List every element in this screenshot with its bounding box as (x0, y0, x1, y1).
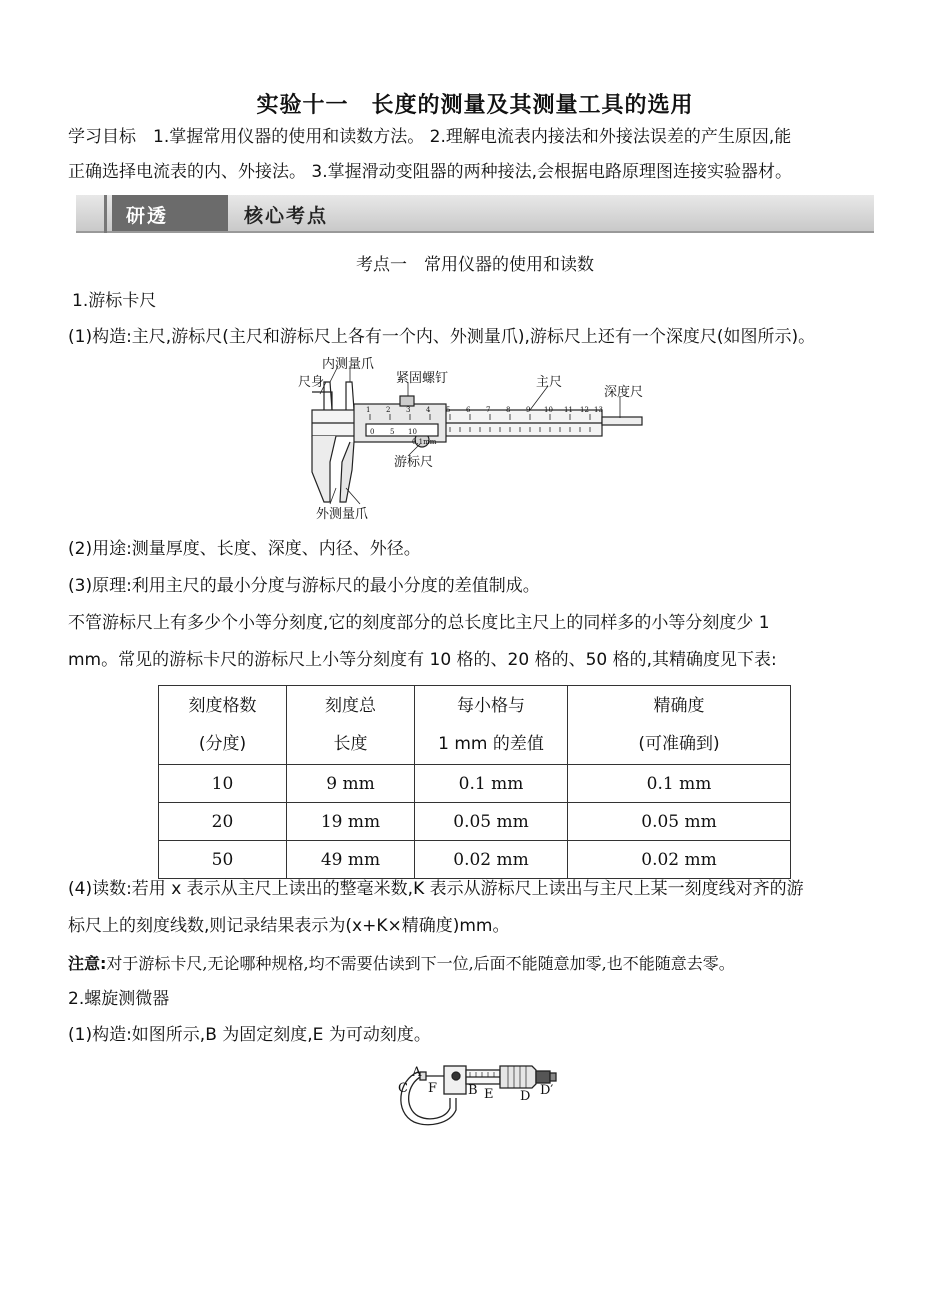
label-vernier: 游标尺 (394, 455, 434, 470)
label-D-prime: D′ (540, 1083, 554, 1098)
header-line: (分度) (198, 734, 247, 754)
table-cell: 9 mm (287, 765, 415, 803)
main-tick-label: 6 (466, 406, 471, 414)
caliper-principle-text: (3)原理:利用主尺的最小分度与游标尺的最小分度的差值制成。 (68, 576, 540, 596)
table-cell: 0.1 mm (568, 765, 791, 803)
vernier-tick-label: 10 (408, 428, 417, 436)
vernier-caliper-figure (290, 352, 660, 524)
label-main-scale: 主尺 (536, 375, 563, 390)
caliper-reading-text-2: 标尺上的刻度线数,则记录结果表示为(x+K×精确度)mm。 (68, 916, 510, 936)
label-C: C (398, 1081, 408, 1096)
banner-light-label: 核心考点 (244, 205, 329, 227)
micrometer-figure (390, 1058, 570, 1130)
table-cell: 0.02 mm (568, 841, 791, 879)
table-cell: 0.02 mm (415, 841, 568, 879)
note-text: 对于游标卡尺,无论哪种规格,均不需要估读到下一位,后面不能随意加零,也不能随意去零。 (106, 954, 735, 973)
table-cell: 0.05 mm (568, 803, 791, 841)
label-B: B (468, 1083, 478, 1098)
header-line: 1 mm 的差值 (438, 734, 544, 754)
label-F: F (428, 1081, 438, 1096)
main-tick-label: 2 (386, 406, 391, 414)
table-header-cell (287, 686, 415, 765)
table-cell: 20 (159, 803, 287, 841)
learning-goals-line1: 学习目标 1.掌握常用仪器的使用和读数方法。 2.理解电流表内接法和外接法误差的产生原因,能 (68, 127, 792, 147)
caliper-heading: 1.游标卡尺 (72, 291, 157, 311)
header-line: (可准确到) (638, 734, 720, 754)
main-tick-label: 1 (366, 406, 371, 414)
label-screw: 紧固螺钉 (396, 371, 449, 386)
caliper-principle-detail-1: 不管游标尺上有多少个小等分刻度,它的刻度部分的总长度比主尺上的同样多的小等分刻度少 1 (68, 613, 770, 633)
table-header-cell (159, 686, 287, 765)
caliper-usage-text: (2)用途:测量厚度、长度、深度、内径、外径。 (68, 539, 421, 559)
table-cell: 0.05 mm (415, 803, 568, 841)
table-cell: 10 (159, 765, 287, 803)
main-tick-label: 3 (406, 406, 411, 414)
header-line: 每小格与 (457, 696, 525, 716)
table-cell: 50 (159, 841, 287, 879)
main-tick-label: 13 (594, 406, 603, 414)
label-inner-jaw: 内测量爪 (322, 357, 375, 372)
table-row (159, 765, 791, 803)
label-outer-jaw: 外测量爪 (316, 507, 369, 522)
label-body: 尺身 (298, 375, 325, 390)
caliper-reading-text-1: (4)读数:若用 x 表示从主尺上读出的整毫米数,K 表示从游标尺上读出与主尺上某一刻度线对齐的游 (68, 879, 804, 899)
micrometer-structure-text: (1)构造:如图所示,B 为固定刻度,E 为可动刻度。 (68, 1025, 431, 1045)
header-line: 长度 (333, 734, 368, 754)
main-tick-label: 12 (580, 406, 589, 414)
main-tick-label: 5 (446, 406, 451, 414)
vernier-precision-label: 0.1mm (412, 438, 437, 446)
learning-goals-line2: 正确选择电流表的内、外接法。 3.掌握滑动变阻器的两种接法,会根据电路原理图连接实验器材。 (68, 162, 793, 182)
table-cell: 19 mm (287, 803, 415, 841)
header-line: 精确度 (653, 696, 705, 716)
header-line: 刻度格数 (188, 696, 257, 716)
main-tick-label: 8 (506, 406, 511, 414)
main-tick-label: 7 (486, 406, 491, 414)
table-row (159, 803, 791, 841)
section-title: 考点一 常用仪器的使用和读数 (356, 255, 594, 275)
main-tick-label: 9 (526, 406, 531, 414)
label-depth-rod: 深度尺 (604, 385, 644, 400)
precision-table (158, 685, 791, 879)
label-D: D (520, 1089, 531, 1104)
vernier-tick-label: 5 (390, 428, 395, 436)
header-line: 刻度总 (325, 696, 376, 716)
table-header-cell (415, 686, 568, 765)
table-cell: 49 mm (287, 841, 415, 879)
table-cell: 0.1 mm (415, 765, 568, 803)
banner-dark-label: 研透 (126, 205, 169, 227)
table-header-cell (568, 686, 791, 765)
vernier-tick-label: 0 (370, 428, 375, 436)
caliper-principle-detail-2: mm。常见的游标卡尺的游标尺上小等分刻度有 10 格的、20 格的、50 格的,其精确度见下表: (68, 650, 777, 670)
section-banner (76, 195, 874, 235)
table-header-row (159, 686, 791, 765)
micrometer-heading: 2.螺旋测微器 (68, 989, 170, 1009)
main-tick-label: 10 (544, 406, 553, 414)
caliper-structure-text: (1)构造:主尺,游标尺(主尺和游标尺上各有一个内、外测量爪),游标尺上还有一个深度尺(如图所示)。 (68, 327, 816, 347)
label-A: A (412, 1065, 422, 1080)
main-tick-label: 4 (426, 406, 431, 414)
note-label: 注意: (68, 954, 107, 973)
main-tick-label: 11 (564, 406, 573, 414)
caliper-note (68, 952, 928, 976)
page-title: 实验十一 长度的测量及其测量工具的选用 (256, 93, 694, 118)
label-E: E (484, 1087, 494, 1102)
